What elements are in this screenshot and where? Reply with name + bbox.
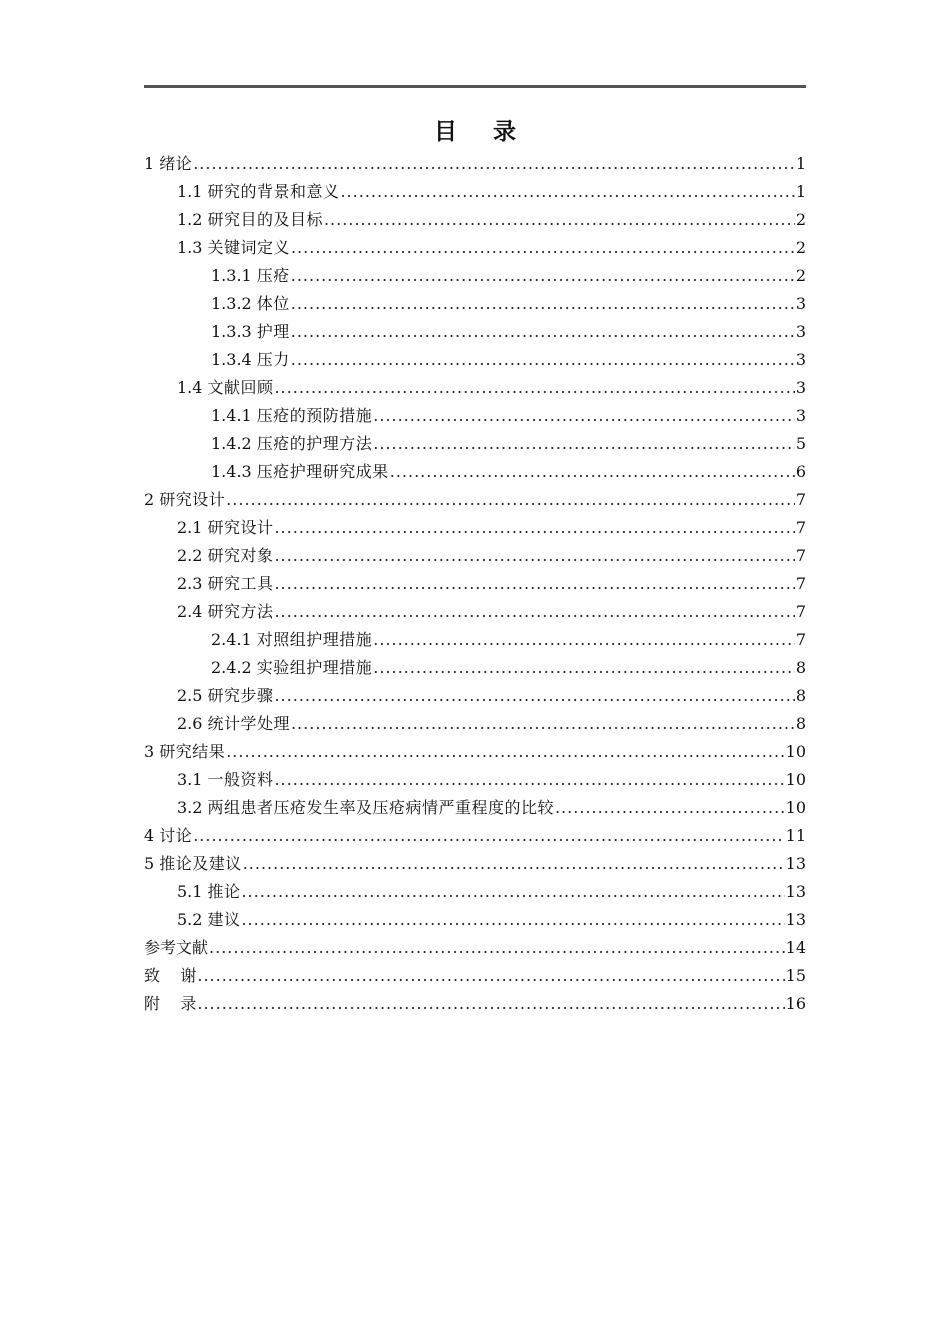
toc-dot-leader xyxy=(274,542,794,570)
toc-entry[interactable] xyxy=(144,318,806,346)
toc-entry-page-number: 2 xyxy=(795,238,806,257)
toc-entry-label: 绪论 xyxy=(159,154,193,173)
toc-entry[interactable] xyxy=(144,794,806,822)
toc-dot-leader xyxy=(373,626,795,654)
toc-entry-page-number: 8 xyxy=(795,714,806,733)
toc-entry[interactable] xyxy=(144,626,806,654)
toc-entry-number: 1.2 xyxy=(177,210,203,229)
toc-dot-leader xyxy=(193,822,784,850)
toc-entry-label: 护理 xyxy=(256,322,290,341)
toc-entry-label: 研究设计 xyxy=(207,518,274,537)
toc-entry-page-number: 10 xyxy=(785,798,806,817)
toc-entry-label: 两组患者压疮发生率及压疮病情严重程度的比较 xyxy=(207,798,554,817)
toc-entry-number: 2.4.2 xyxy=(211,658,252,677)
toc-entry-number: 2.6 xyxy=(177,714,203,733)
toc-entry-number: 1.3.1 xyxy=(211,266,252,285)
toc-entry-number: 1.4 xyxy=(177,378,203,397)
toc-entry-label: 压疮的预防措施 xyxy=(256,406,373,425)
toc-dot-leader xyxy=(555,794,785,822)
toc-dot-leader xyxy=(373,402,795,430)
toc-entry-number: 2.2 xyxy=(177,546,203,565)
toc-entry-page-number: 6 xyxy=(795,462,806,481)
toc-dot-leader xyxy=(274,682,794,710)
toc-entry-page-number: 14 xyxy=(785,938,806,957)
toc-entry[interactable] xyxy=(144,878,806,906)
toc-entry-page-number: 11 xyxy=(785,826,806,845)
toc-dot-leader xyxy=(373,654,795,682)
toc-entry[interactable] xyxy=(144,906,806,934)
toc-entry[interactable] xyxy=(144,150,806,178)
toc-dot-leader xyxy=(390,458,795,486)
toc-entry-number: 5.2 xyxy=(177,910,203,929)
toc-dot-leader xyxy=(291,234,795,262)
toc-dot-leader xyxy=(209,934,785,962)
toc-entry[interactable] xyxy=(144,458,806,486)
toc-dot-leader xyxy=(291,346,795,374)
toc-entry-number: 2 xyxy=(144,490,155,509)
toc-entry-number: 1.3 xyxy=(177,238,203,257)
toc-entry-page-number: 2 xyxy=(795,210,806,229)
toc-entry-page-number: 15 xyxy=(785,966,806,985)
toc-entry-number: 1.3.2 xyxy=(211,294,252,313)
toc-dot-leader xyxy=(373,430,795,458)
toc-entry-page-number: 7 xyxy=(795,630,806,649)
toc-entry-label: 推论及建议 xyxy=(159,854,242,873)
toc-entry-label: 推论 xyxy=(207,882,241,901)
toc-entry-number: 1.1 xyxy=(177,182,203,201)
toc-dot-leader xyxy=(197,962,784,990)
toc-entry[interactable] xyxy=(144,570,806,598)
table-of-contents xyxy=(144,150,806,1018)
toc-entry-page-number: 5 xyxy=(795,434,806,453)
toc-entry-page-number: 3 xyxy=(795,322,806,341)
toc-entry[interactable] xyxy=(144,514,806,542)
toc-entry[interactable] xyxy=(144,766,806,794)
toc-dot-leader xyxy=(324,206,795,234)
toc-entry-page-number: 7 xyxy=(795,574,806,593)
toc-entry-number: 4 xyxy=(144,826,155,845)
toc-entry-number: 3.1 xyxy=(177,770,203,789)
toc-dot-leader xyxy=(274,374,794,402)
toc-entry-label: 致 谢 xyxy=(144,966,197,985)
toc-entry-label: 统计学处理 xyxy=(207,714,290,733)
toc-entry-page-number: 3 xyxy=(795,378,806,397)
toc-entry-label: 压疮护理研究成果 xyxy=(256,462,389,481)
toc-entry[interactable] xyxy=(144,542,806,570)
toc-entry[interactable] xyxy=(144,738,806,766)
toc-entry-page-number: 16 xyxy=(785,994,806,1013)
toc-entry[interactable] xyxy=(144,262,806,290)
toc-dot-leader xyxy=(291,290,795,318)
toc-entry-number: 3 xyxy=(144,742,155,761)
toc-entry-label: 压疮的护理方法 xyxy=(256,434,373,453)
toc-dot-leader xyxy=(274,514,794,542)
toc-entry-label: 研究的背景和意义 xyxy=(207,182,340,201)
toc-entry-page-number: 7 xyxy=(795,490,806,509)
toc-entry-label: 建议 xyxy=(207,910,241,929)
toc-entry[interactable] xyxy=(144,486,806,514)
toc-entry-number: 1.4.1 xyxy=(211,406,252,425)
toc-entry[interactable] xyxy=(144,710,806,738)
toc-entry-number: 2.4.1 xyxy=(211,630,252,649)
toc-entry-label: 关键词定义 xyxy=(207,238,290,257)
toc-entry-label: 研究方法 xyxy=(207,602,274,621)
toc-entry[interactable] xyxy=(144,430,806,458)
toc-entry-number: 1.3.4 xyxy=(211,350,252,369)
toc-entry[interactable] xyxy=(144,990,806,1018)
toc-entry[interactable] xyxy=(144,346,806,374)
toc-entry-page-number: 2 xyxy=(795,266,806,285)
toc-dot-leader xyxy=(241,878,784,906)
toc-entry-label: 压力 xyxy=(256,350,290,369)
toc-entry[interactable] xyxy=(144,850,806,878)
toc-entry-number: 1 xyxy=(144,154,155,173)
toc-entry-label: 研究步骤 xyxy=(207,686,274,705)
toc-entry[interactable] xyxy=(144,962,806,990)
toc-entry[interactable] xyxy=(144,598,806,626)
toc-entry-page-number: 8 xyxy=(795,686,806,705)
toc-dot-leader xyxy=(274,598,794,626)
toc-dot-leader xyxy=(291,710,795,738)
toc-entry[interactable] xyxy=(144,934,806,962)
toc-entry-number: 2.3 xyxy=(177,574,203,593)
toc-entry-label: 研究对象 xyxy=(207,546,274,565)
toc-entry-number: 2.4 xyxy=(177,602,203,621)
toc-entry[interactable] xyxy=(144,402,806,430)
toc-entry-label: 研究设计 xyxy=(159,490,226,509)
toc-entry-number: 1.3.3 xyxy=(211,322,252,341)
toc-entry-page-number: 1 xyxy=(795,154,806,173)
toc-entry[interactable] xyxy=(144,374,806,402)
toc-dot-leader xyxy=(291,262,795,290)
toc-entry[interactable] xyxy=(144,178,806,206)
toc-dot-leader xyxy=(241,906,784,934)
toc-dot-leader xyxy=(340,178,794,206)
toc-entry-page-number: 13 xyxy=(785,910,806,929)
toc-entry-page-number: 13 xyxy=(785,854,806,873)
toc-dot-leader xyxy=(226,738,784,766)
toc-entry[interactable] xyxy=(144,290,806,318)
toc-entry-page-number: 8 xyxy=(795,658,806,677)
toc-entry-number: 1.4.3 xyxy=(211,462,252,481)
toc-entry-page-number: 7 xyxy=(795,518,806,537)
toc-entry-label: 文献回顾 xyxy=(207,378,274,397)
toc-entry-page-number: 1 xyxy=(795,182,806,201)
toc-entry-label: 压疮 xyxy=(256,266,290,285)
toc-entry-label: 附 录 xyxy=(144,994,197,1013)
toc-entry-page-number: 3 xyxy=(795,350,806,369)
toc-entry-label: 研究结果 xyxy=(159,742,226,761)
toc-entry-number: 2.1 xyxy=(177,518,203,537)
toc-entry[interactable] xyxy=(144,206,806,234)
toc-entry-label: 对照组护理措施 xyxy=(256,630,373,649)
toc-dot-leader xyxy=(197,990,784,1018)
toc-entry-page-number: 10 xyxy=(785,770,806,789)
toc-dot-leader xyxy=(193,150,795,178)
toc-entry-page-number: 7 xyxy=(795,602,806,621)
toc-entry-label: 参考文献 xyxy=(144,938,209,957)
toc-entry[interactable] xyxy=(144,682,806,710)
toc-dot-leader xyxy=(274,570,794,598)
header-rule xyxy=(144,85,806,88)
toc-dot-leader xyxy=(243,850,785,878)
toc-entry[interactable] xyxy=(144,654,806,682)
toc-entry-number: 1.4.2 xyxy=(211,434,252,453)
toc-entry-page-number: 3 xyxy=(795,406,806,425)
toc-entry-number: 2.5 xyxy=(177,686,203,705)
toc-title: 目 录 xyxy=(433,119,530,145)
toc-dot-leader xyxy=(226,486,795,514)
toc-entry-page-number: 10 xyxy=(785,742,806,761)
toc-entry-label: 一般资料 xyxy=(207,770,274,789)
toc-entry-label: 研究目的及目标 xyxy=(207,210,323,229)
toc-entry-page-number: 7 xyxy=(795,546,806,565)
toc-dot-leader xyxy=(291,318,795,346)
toc-entry-number: 3.2 xyxy=(177,798,203,817)
toc-entry-label: 讨论 xyxy=(159,826,193,845)
toc-entry-label: 研究工具 xyxy=(207,574,274,593)
toc-entry-number: 5.1 xyxy=(177,882,203,901)
toc-entry-number: 5 xyxy=(144,854,155,873)
toc-entry[interactable] xyxy=(144,234,806,262)
toc-entry[interactable] xyxy=(144,822,806,850)
toc-entry-page-number: 3 xyxy=(795,294,806,313)
toc-entry-label: 实验组护理措施 xyxy=(256,658,373,677)
toc-dot-leader xyxy=(274,766,784,794)
toc-entry-label: 体位 xyxy=(256,294,290,313)
toc-entry-page-number: 13 xyxy=(785,882,806,901)
